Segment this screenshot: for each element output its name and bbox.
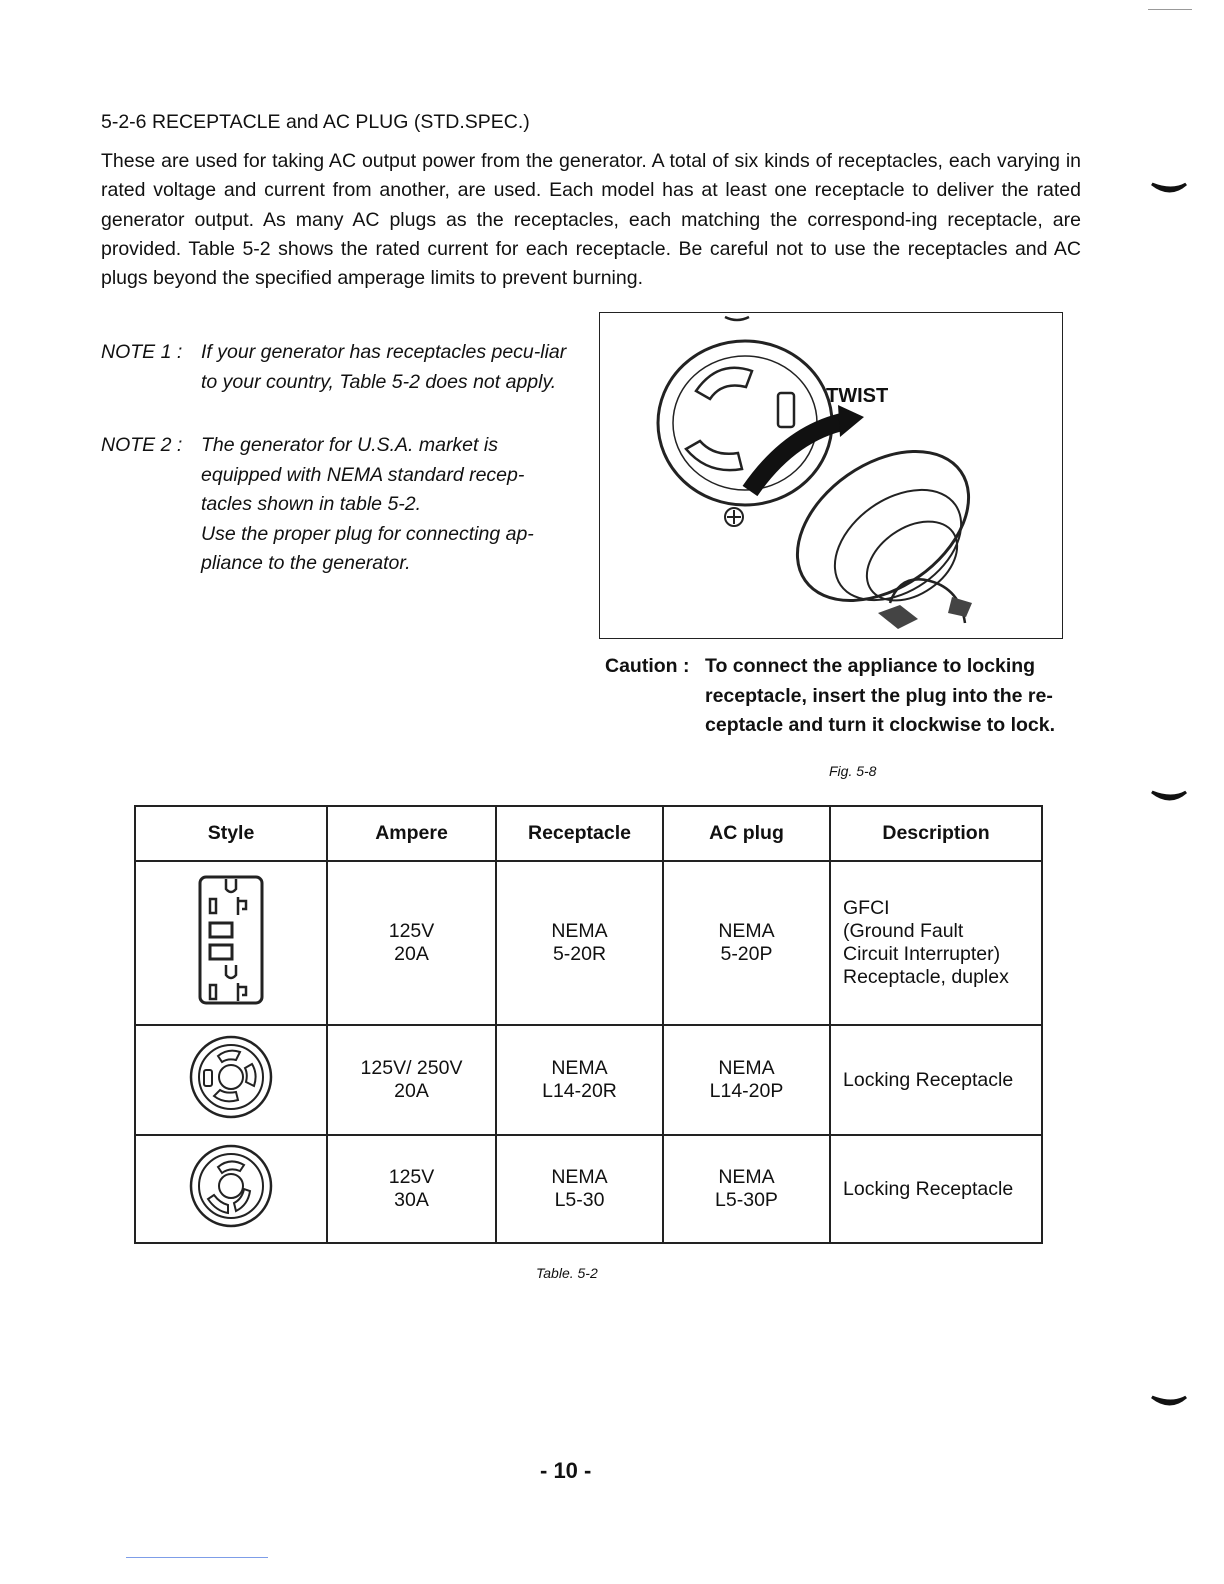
caution-label: Caution : (605, 655, 690, 677)
ampere-current: 30A (394, 1189, 429, 1211)
page-number: - 10 - (540, 1458, 592, 1483)
ampere-cell (327, 1135, 496, 1243)
header-receptacle: Receptacle (496, 806, 663, 861)
receptacle-table (134, 805, 1043, 1244)
punch-mark-icon (1150, 180, 1190, 200)
ampere-voltage: 125V (388, 1166, 435, 1188)
receptacle-code: L14-20R (542, 1080, 617, 1102)
header-description: Description (830, 806, 1042, 861)
style-cell (135, 1135, 327, 1243)
ampere-current: 20A (394, 1080, 429, 1102)
plug-cell (663, 1025, 830, 1135)
table-row (135, 861, 1042, 1025)
plug-cell (663, 1135, 830, 1243)
intro-paragraph: These are used for taking AC output power from the generator. A total of six kinds of receptacles, each varying in rated voltage and current from another, are used. Each model has at least one receptacle to deliver the rated generator output. As many AC plugs as the receptacles, each matching the correspond-ing receptacle, are provided. Table 5-2 shows the rated current for each receptacle. Be careful not to use the receptacles and AC plugs beyond the specified amperage limits to prevent burning. (101, 150, 1081, 290)
corner-rule (1148, 9, 1192, 10)
receptacle-standard: NEMA (551, 1057, 608, 1079)
header-ampere: Ampere (327, 806, 496, 861)
receptacle-cell (496, 1025, 663, 1135)
description-cell (830, 1135, 1042, 1243)
description-line: Locking Receptacle (843, 1068, 1014, 1091)
locking-receptacle-l14-icon (188, 1034, 274, 1120)
ampere-cell (327, 1025, 496, 1135)
description-line: GFCI (843, 897, 890, 919)
receptacle-standard: NEMA (551, 920, 608, 942)
plug-standard: NEMA (718, 1057, 775, 1079)
table-caption: Table. 5-2 (536, 1265, 598, 1281)
header-style: Style (135, 806, 327, 861)
note-1-text: If your generator has receptacles pecu-liar to your country, Table 5-2 does not apply. (201, 341, 567, 393)
table-row (135, 1025, 1042, 1135)
header-ac-plug: AC plug (663, 806, 830, 861)
receptacle-code: L5-30 (554, 1189, 605, 1211)
gfci-duplex-receptacle-icon (196, 875, 266, 1005)
receptacle-standard: NEMA (551, 1166, 608, 1188)
ampere-cell (327, 861, 496, 1025)
section-title: 5-2-6 RECEPTACLE and AC PLUG (STD.SPEC.) (101, 111, 530, 133)
style-cell (135, 1025, 327, 1135)
punch-mark-icon (1150, 1393, 1190, 1413)
plug-code: 5-20P (720, 943, 773, 965)
table-row (135, 1135, 1042, 1243)
bottom-rule (126, 1557, 268, 1558)
figure-caption: Fig. 5-8 (829, 763, 877, 779)
table-header-row (135, 806, 1042, 861)
receptacle-code: 5-20R (552, 943, 607, 965)
description-line: (Ground Fault (843, 920, 964, 942)
ampere-voltage: 125V/ 250V (360, 1057, 463, 1079)
ampere-current: 20A (394, 943, 429, 965)
plug-standard: NEMA (718, 920, 775, 942)
description-line: Locking Receptacle (843, 1177, 1014, 1200)
twist-label: TWIST (826, 385, 889, 407)
receptacle-cell (496, 1135, 663, 1243)
description-cell (830, 861, 1042, 1025)
twist-lock-illustration (600, 313, 1061, 637)
note-2-label: NOTE 2 : (101, 434, 183, 456)
description-cell (830, 1025, 1042, 1135)
caution-text: To connect the appliance to locking receptacle, insert the plug into the re-ceptacle and turn it clockwise to lock. (705, 655, 1056, 736)
ampere-voltage: 125V (388, 920, 435, 942)
style-cell (135, 861, 327, 1025)
caution-note (605, 652, 1075, 741)
note-1 (101, 338, 571, 397)
figure-twist-lock (599, 312, 1063, 639)
note-2-text: The generator for U.S.A. market is equipped with NEMA standard recep-tacles shown in table 5-2. (201, 434, 525, 515)
description-line: Circuit Interrupter) (843, 943, 1001, 965)
note-1-label: NOTE 1 : (101, 341, 183, 363)
receptacle-cell (496, 861, 663, 1025)
plug-code: L14-20P (709, 1080, 784, 1102)
plug-standard: NEMA (718, 1166, 775, 1188)
plug-cell (663, 861, 830, 1025)
locking-receptacle-l5-icon (188, 1143, 274, 1229)
note-2-extra-text: Use the proper plug for connecting ap-pliance to the generator. (201, 522, 534, 574)
punch-mark-icon (1150, 788, 1190, 808)
note-2 (101, 431, 571, 579)
plug-code: L5-30P (715, 1189, 778, 1211)
description-line: Receptacle, duplex (843, 966, 1009, 988)
